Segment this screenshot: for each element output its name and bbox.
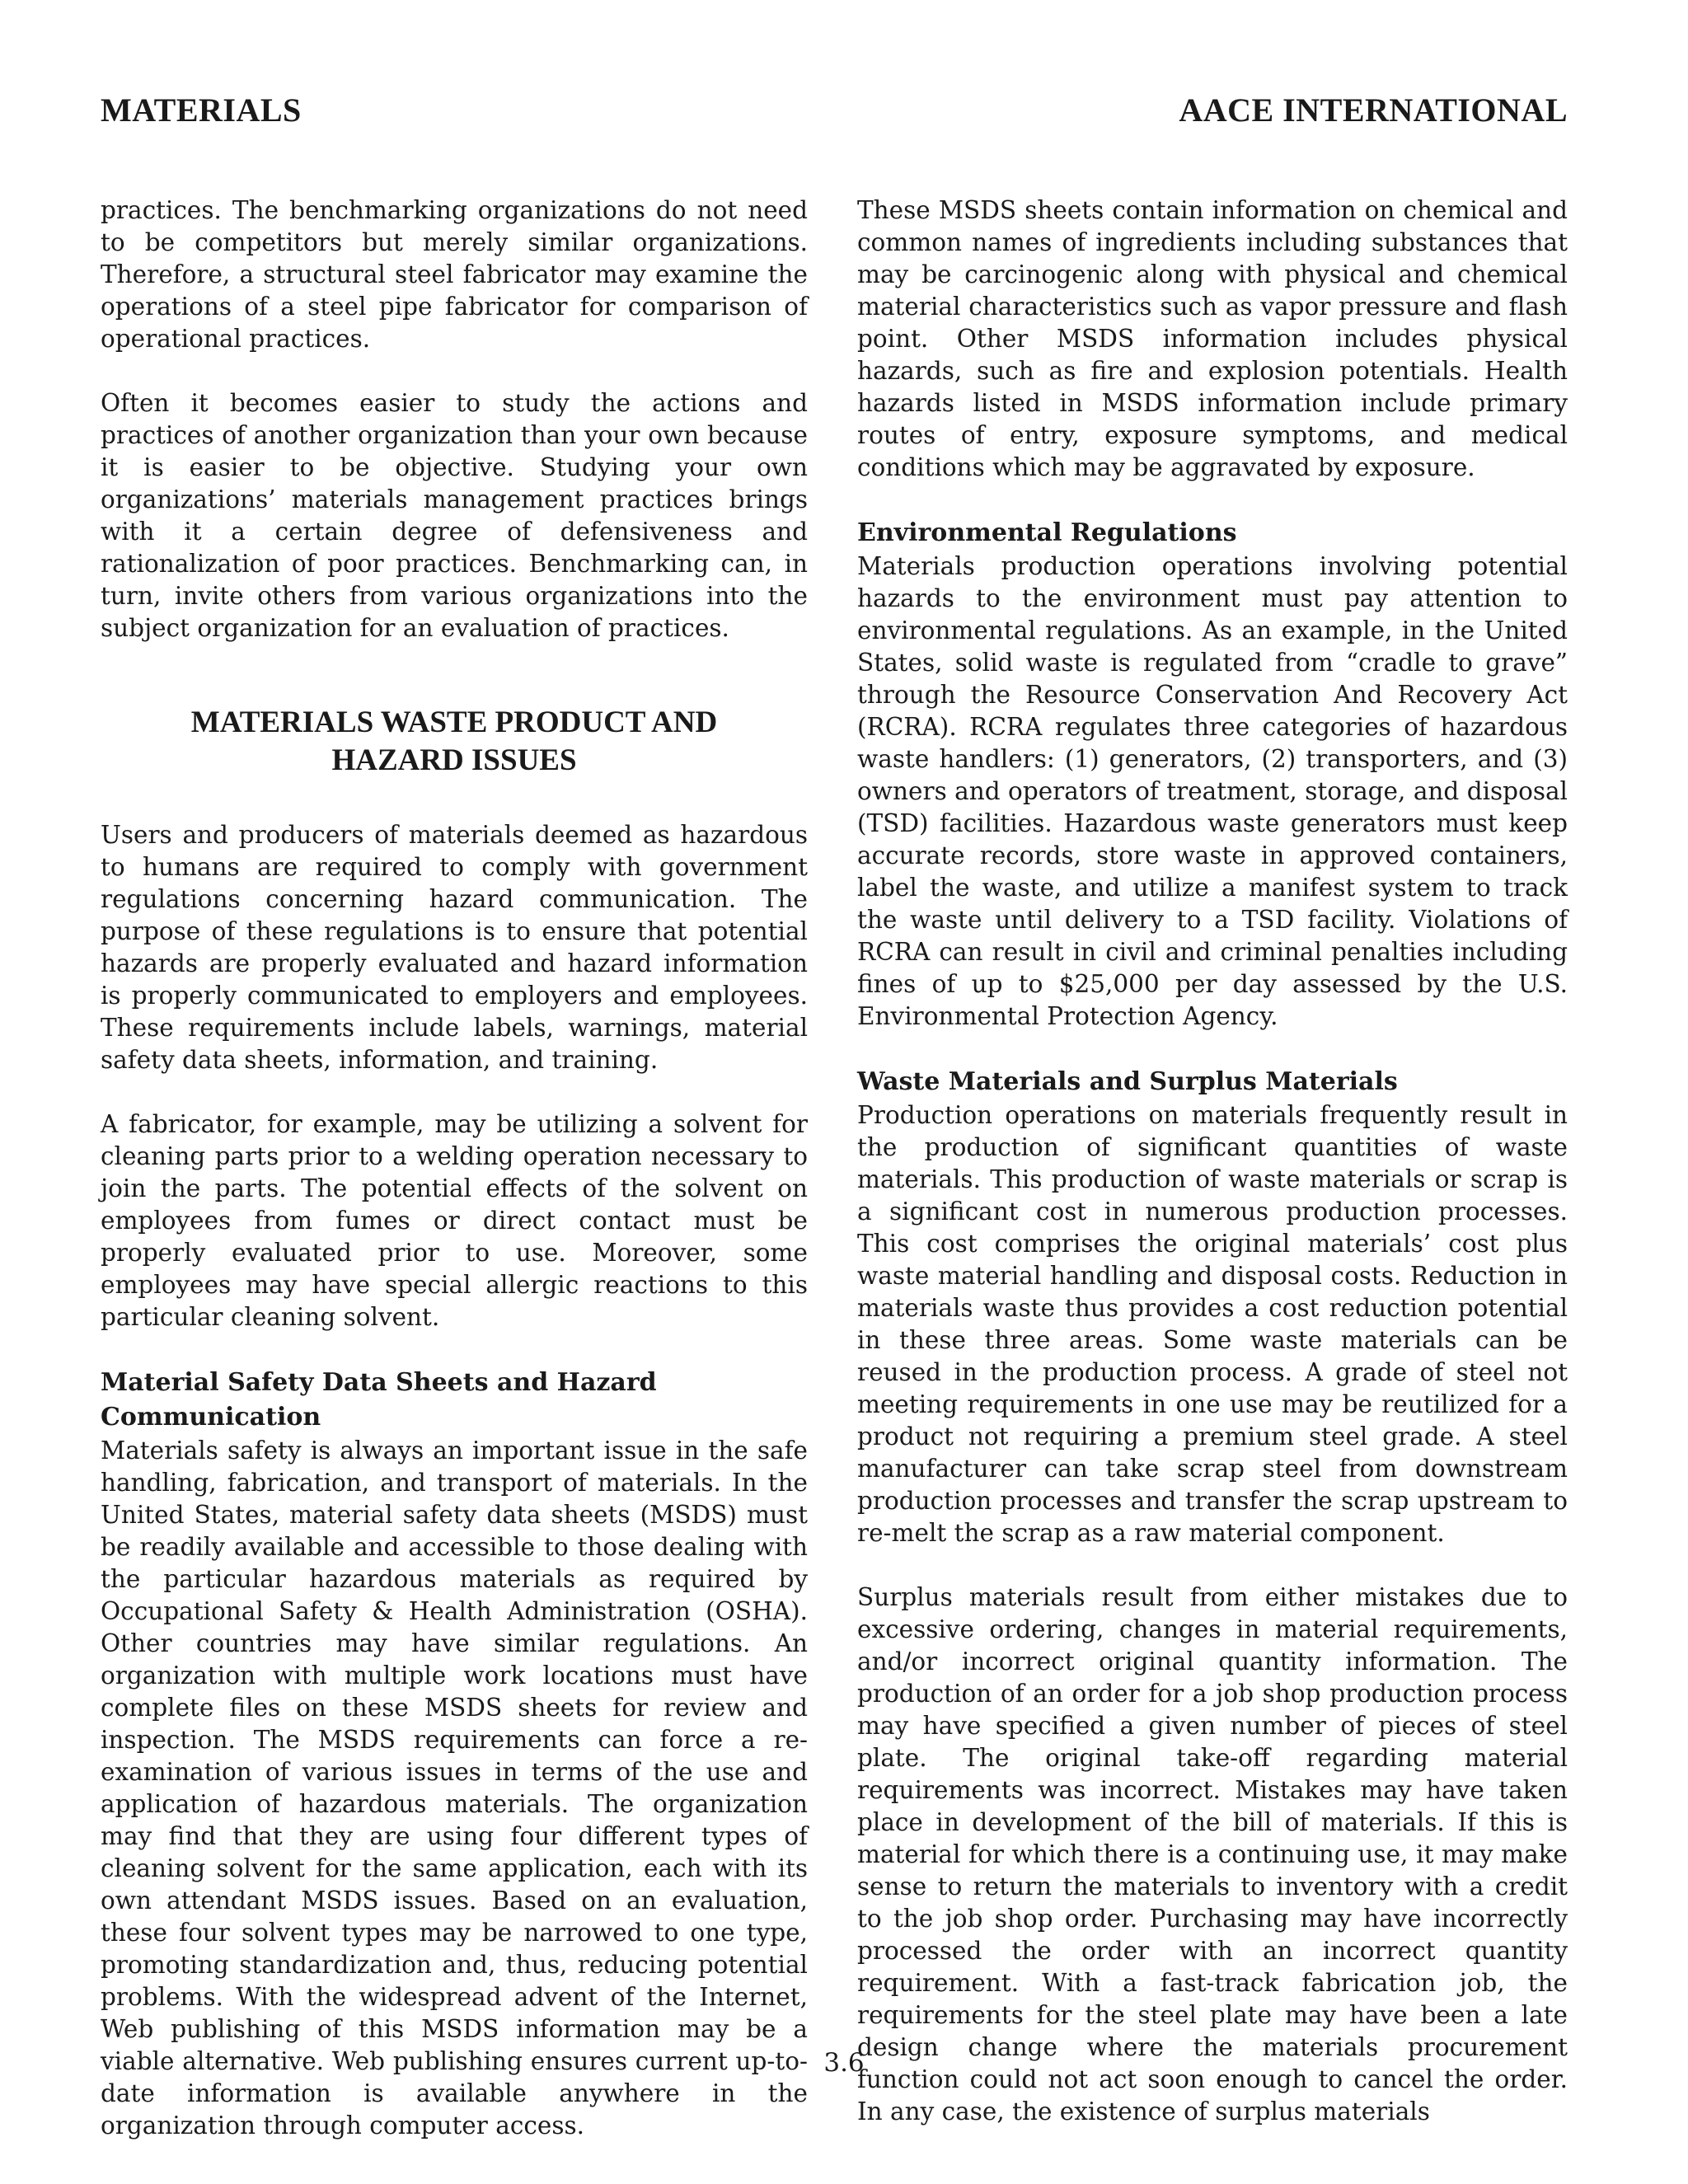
- paragraph-benchmarking-continued: practices. The benchmarking organizations do not need to be competitors but merely similar organizations. Therefore, a structural steel fabricator may examine the operations of a steel pipe fabricator for comparison of operational practices.: [101, 196, 808, 353]
- section-title-line-2: HAZARD ISSUES: [331, 743, 577, 777]
- subheading-waste-surplus: Waste Materials and Surplus Materials: [857, 1067, 1398, 1096]
- paragraph-environmental-regulations: Materials production operations involving potential hazards to the environment must pay attention to environmental regulations. As an example, in the United States, solid waste is regulated from “cradle to grave” through the Resource Conservation And Recovery Act (RCRA). RCRA regulates three categories of hazardous waste handlers: (1) generators, (2) transporters, and (3) owners and operators of treatment, storage, and disposal (TSD) facilities. Hazardous waste generators must keep accurate records, store waste in approved containers, label the waste, and utilize a manifest system to track the waste until delivery to a TSD facility. Violations of RCRA can result in civil and criminal penalties including fines of up to $25,000 per day assessed by the U.S. Environmental Protection Agency.: [857, 552, 1568, 1030]
- paragraph-msds-contents: These MSDS sheets contain information on chemical and common names of ingredients including substances that may be carcinogenic along with physical and chemical material characteristics such as vapor pressure and flash point. Other MSDS information includes physical hazards, such as fire and explosion potentials. Health hazards listed in MSDS information include primary routes of entry, exposure symptoms, and medical conditions which may be aggravated by exposure.: [857, 196, 1568, 481]
- section-title: [150, 704, 758, 780]
- paragraph-hazard-communication: Users and producers of materials deemed as hazardous to humans are required to comply with government regulations concerning hazard communication. The purpose of these regulations is to ensure that potential hazards are properly evaluated and hazard information is properly communicated to employers and employees. These requirements include labels, warnings, material safety data sheets, information, and training.: [101, 821, 808, 1074]
- paragraph-waste-materials: Production operations on materials frequently result in the production of significant quantities of waste materials. This production of waste materials or scrap is a significant cost in numerous production processes. This cost comprises the original materials’ cost plus waste material handling and disposal costs. Reduction in materials waste thus provides a cost reduction potential in these three areas. Some waste materials can be reused in the production process. A grade of steel not meeting requirements in one use may be reutilized for a product not requiring a premium steel grade. A steel manufacturer can take scrap steel from downstream production processes and transfer the scrap upstream to re-melt the scrap as a raw material component.: [857, 1101, 1568, 1547]
- right-column: [857, 194, 1568, 2128]
- header-publisher: AACE INTERNATIONAL: [1179, 91, 1568, 129]
- subheading-msds: Material Safety Data Sheets and Hazard Communication: [101, 1368, 657, 1432]
- paragraph-benchmarking-objective: Often it becomes easier to study the actions and practices of another organization than your own because it is easier to be objective. Studying your own organizations’ materials management practices brings with it a certain degree of defensiveness and rationalization of poor practices. Benchmarking can, in turn, invite others from various organizations into the subject organization for an evaluation of practices.: [101, 389, 808, 642]
- running-header: [101, 91, 1568, 140]
- header-chapter-title: MATERIALS: [101, 91, 302, 129]
- paragraph-msds: Materials safety is always an important issue in the safe handling, fabrication, and transport of materials. In the United States, material safety data sheets (MSDS) must be readily available and accessible to those dealing with the particular hazardous materials as required by Occupational Safety & Health Administration (OSHA). Other countries may have similar regulations. An organization with multiple work locations must have complete files on these MSDS sheets for review and inspection. The MSDS requirements can force a re-examination of various issues in terms of the use and application of hazardous materials. The organization may find that they are using four different types of cleaning solvent for the same application, each with its own attendant MSDS issues. Based on an evaluation, these four solvent types may be narrowed to one type, promoting standardization and, thus, reducing potential problems. With the widespread advent of the Internet, Web publishing of this MSDS information may be a viable alternative. Web publishing ensures current up-to-date information is available anywhere in the organization through computer access.: [101, 1436, 808, 2139]
- subheading-environmental-regulations: Environmental Regulations: [857, 518, 1237, 547]
- paragraph-fabricator-example: A fabricator, for example, may be utilizing a solvent for cleaning parts prior to a welding operation necessary to join the parts. The potential effects of the solvent on employees from fumes or direct contact must be properly evaluated prior to use. Moreover, some employees may have special allergic reactions to this particular cleaning solvent.: [101, 1110, 808, 1331]
- page-number: 3.6: [823, 2048, 865, 2078]
- section-title-line-1: MATERIALS WASTE PRODUCT AND: [190, 705, 718, 739]
- left-column: [101, 194, 808, 2142]
- paragraph-surplus-materials: Surplus materials result from either mistakes due to excessive ordering, changes in material requirements, and/or incorrect original quantity information. The production of an order for a job shop production process may have specified a given number of pieces of steel plate. The original take-off regarding material requirements was incorrect. Mistakes may have taken place in development of the bill of materials. If this is material for which there is a continuing use, it may make sense to return the materials to inventory with a credit to the job shop order. Purchasing may have incorrectly processed the order with an incorrect quantity requirement. With a fast-track fabrication job, the requirements for the steel plate may have been a late design change where the materials procurement function could not act soon enough to cancel the order. In any case, the existence of surplus materials: [857, 1583, 1568, 2125]
